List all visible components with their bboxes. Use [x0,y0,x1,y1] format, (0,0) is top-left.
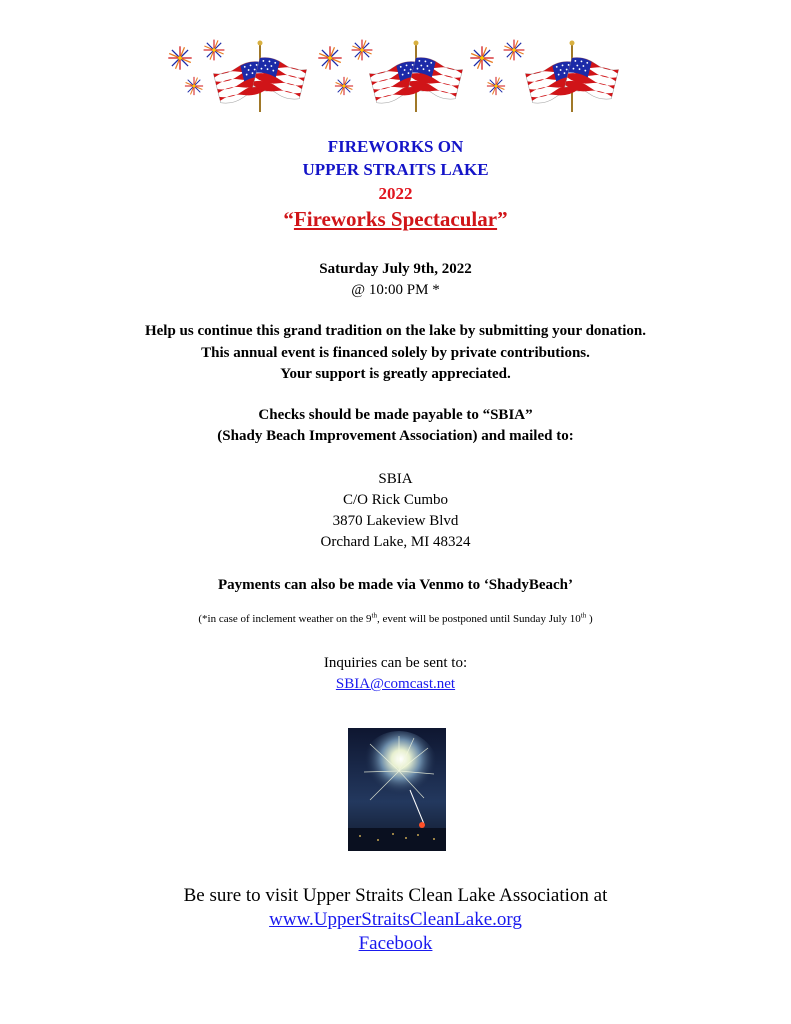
address-city: Orchard Lake, MI 48324 [320,534,471,550]
visit-text: Be sure to visit Upper Straits Clean Lake Association at [183,885,608,906]
appeal-line-1: Help us continue this grand tradition on the lake by submitting your donation. [144,323,647,339]
flags-fireworks-banner [160,36,630,116]
open-quote: “ [283,207,294,231]
event-time: @ 10:00 PM * [351,282,440,298]
website-row [0,909,791,931]
fireworks-photo [348,728,446,851]
address-care-of: C/O Rick Cumbo [342,492,448,508]
weather-note-sup-2: th [580,611,587,620]
facebook-link[interactable]: Facebook [358,933,433,954]
weather-note-part-1: (*in case of inclement weather on the 9 [198,613,372,625]
inquiries-email-row [0,676,791,693]
appeal-line-2: This annual event is financed solely by private contributions. [201,345,590,361]
appeal-line-3: Your support is greatly appreciated. [280,366,511,382]
title-line-1: FIREWORKS ON [327,137,464,156]
weather-note [0,613,791,625]
address-street: 3870 Lakeview Blvd [332,513,459,529]
weather-note-part-2: , event will be postponed until Sunday July 10 [376,613,581,625]
website-link[interactable]: www.UpperStraitsCleanLake.org [269,909,522,930]
event-year: 2022 [378,184,413,203]
weather-note-sup-1: th [371,611,377,620]
event-subtitle [0,207,791,232]
checks-line-1: Checks should be made payable to “SBIA” [258,407,533,423]
event-date: Saturday July 9th, 2022 [319,261,472,277]
subtitle-text: Fireworks Spectacular [293,207,498,231]
facebook-row [0,933,791,955]
title-line-2: UPPER STRAITS LAKE [302,160,489,179]
venmo-note: Payments can also be made via Venmo to ‘ShadyBeach’ [217,577,573,593]
address-name: SBIA [378,471,413,487]
email-link[interactable]: SBIA@comcast.net [335,676,456,692]
weather-note-part-3: ) [586,613,593,625]
checks-line-2: (Shady Beach Improvement Association) and mailed to: [217,428,574,444]
inquiries-label: Inquiries can be sent to: [323,655,468,671]
close-quote: ” [497,207,508,231]
